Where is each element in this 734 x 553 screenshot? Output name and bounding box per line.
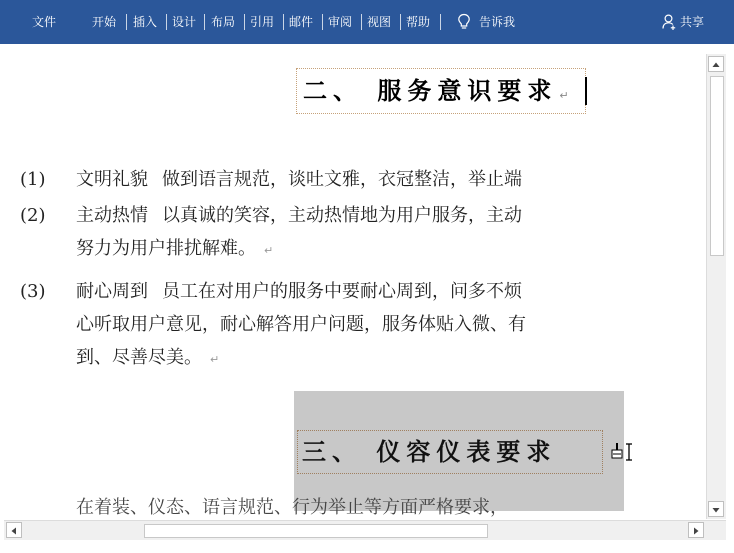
tab-separator xyxy=(283,14,284,30)
tab-help[interactable]: 帮助 xyxy=(406,15,431,29)
tab-separator xyxy=(244,14,245,30)
tab-separator xyxy=(166,14,167,30)
scroll-up-button[interactable] xyxy=(708,56,724,72)
tab-review[interactable]: 审阅 xyxy=(328,15,353,29)
paragraph-mark: ↵ xyxy=(210,353,220,366)
scroll-left-button[interactable] xyxy=(6,522,22,538)
list-number: (1) xyxy=(20,169,46,190)
tab-references[interactable]: 引用 xyxy=(250,15,275,29)
person-icon[interactable] xyxy=(662,13,678,34)
tab-separator xyxy=(126,14,127,30)
list-number: (2) xyxy=(20,205,46,226)
tell-me-label[interactable]: 告诉我 xyxy=(479,15,516,29)
paragraph-mark: ↵ xyxy=(559,89,569,102)
list-item xyxy=(20,280,522,304)
tab-design[interactable]: 设计 xyxy=(172,15,197,29)
item-text: 以真诚的笑容，主动热情地为用户服务，主动 xyxy=(162,205,522,226)
horizontal-scrollbar[interactable] xyxy=(4,520,726,540)
vertical-scrollbar[interactable] xyxy=(706,54,726,519)
tab-view[interactable]: 视图 xyxy=(367,15,392,29)
tab-insert[interactable]: 插入 xyxy=(133,15,158,29)
format-painter-cursor-icon xyxy=(610,440,636,468)
item-text: 员工在对用户的服务中要耐心周到，问多不烦 xyxy=(162,281,522,302)
item-keyword: 主动热情 xyxy=(76,205,148,226)
tab-separator xyxy=(400,14,401,30)
lightbulb-icon[interactable] xyxy=(457,13,471,34)
item-text: 做到语言规范，谈吐文雅，衣冠整洁，举止端 xyxy=(162,169,522,190)
tab-separator xyxy=(440,14,441,30)
triangle-right-icon xyxy=(689,524,703,538)
document-page[interactable] xyxy=(0,44,706,519)
list-item-continuation: 到、尽善尽美。 ↵ xyxy=(76,347,220,368)
tab-layout[interactable]: 布局 xyxy=(211,15,236,29)
triangle-up-icon xyxy=(709,58,723,72)
list-item xyxy=(20,168,522,192)
scroll-down-button[interactable] xyxy=(708,501,724,517)
tab-home[interactable]: 开始 xyxy=(92,15,117,29)
bookmark-bracket xyxy=(585,77,587,105)
item-keyword: 文明礼貌 xyxy=(76,169,148,190)
tab-separator xyxy=(322,14,323,30)
triangle-left-icon xyxy=(7,524,21,538)
list-item-continuation: 努力为用户排扰解难。 ↵ xyxy=(76,238,274,259)
section-heading-2: 二、 服务意识要求 ↵ xyxy=(296,68,586,114)
item-keyword: 耐心周到 xyxy=(76,281,148,302)
ribbon-tab-bar xyxy=(0,0,734,44)
triangle-down-icon xyxy=(709,503,723,517)
share-button[interactable]: 共享 xyxy=(680,15,705,29)
list-number: (3) xyxy=(20,281,46,302)
tab-separator xyxy=(204,14,205,30)
tab-separator xyxy=(361,14,362,30)
horizontal-scroll-thumb[interactable] xyxy=(144,524,488,538)
list-item xyxy=(20,204,522,228)
list-item-continuation: 心听取用户意见，耐心解答用户问题，服务体贴入微、有 xyxy=(76,314,526,335)
tab-file[interactable]: 文件 xyxy=(32,15,57,29)
tab-mailings[interactable]: 邮件 xyxy=(289,15,314,29)
section-heading-3: 三、 仪容仪表要求 xyxy=(297,430,603,474)
paragraph-mark: ↵ xyxy=(264,244,274,257)
scroll-right-button[interactable] xyxy=(688,522,704,538)
vertical-scroll-thumb[interactable] xyxy=(710,76,724,256)
partial-text-line: 在着装、仪态、语言规范、行为举止等方面严格要求， xyxy=(76,497,508,518)
